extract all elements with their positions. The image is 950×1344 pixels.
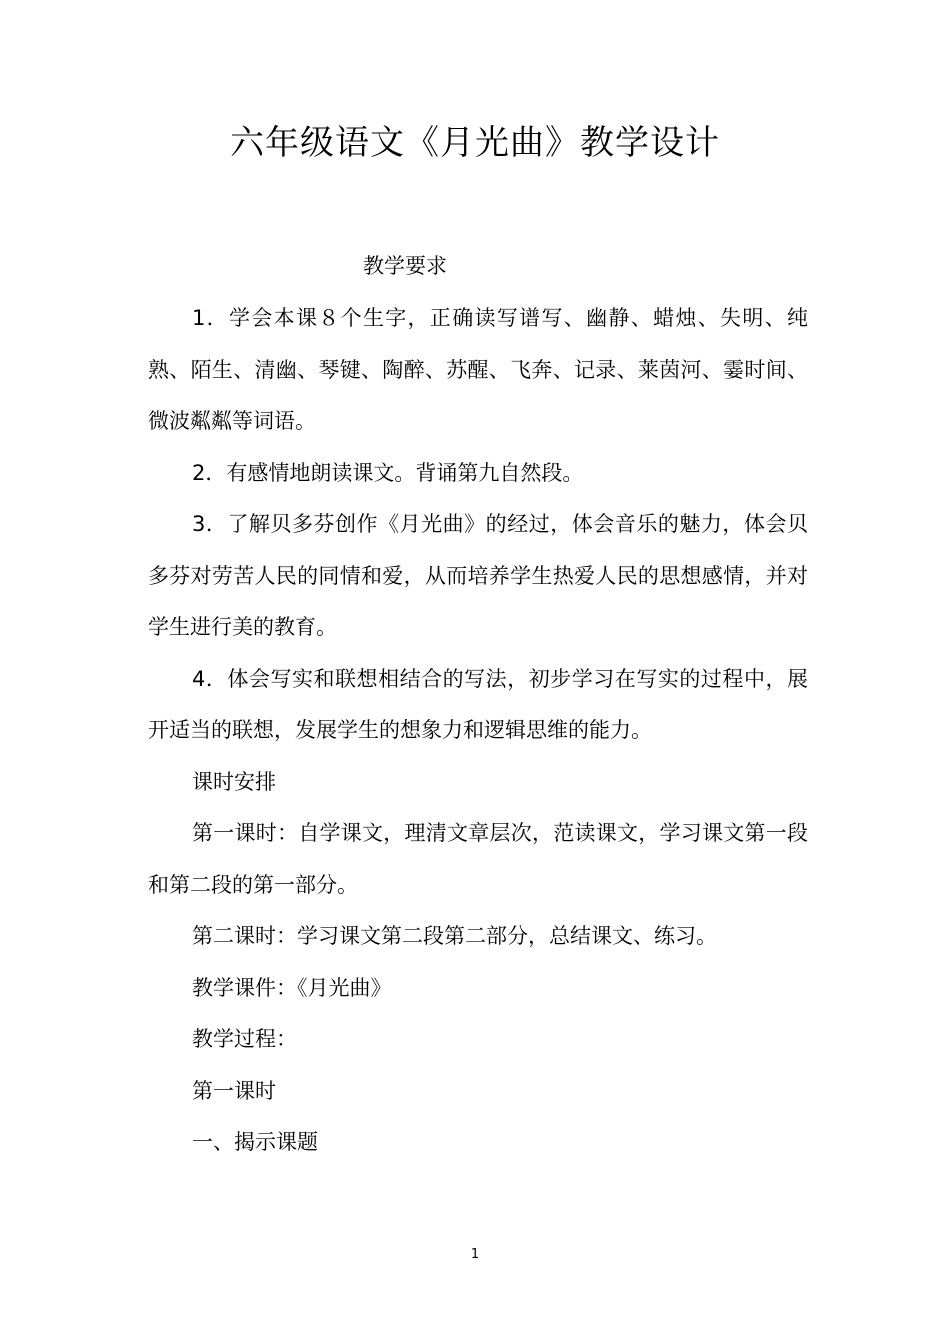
paragraph-schedule-heading: 课时安排 xyxy=(192,769,276,794)
paragraph-requirement-1: 1．学会本课８个生字，正确读写谱写、幽静、蜡烛、失明、纯熟、陌生、清幽、琴键、陶醉、苏醒、飞奔、记录、莱茵河、霎时间、微波粼粼等词语。 xyxy=(148,306,808,433)
body-text xyxy=(148,293,808,1169)
paragraph-requirement-4: 4．体会写实和联想相结合的写法，初步学习在写实的过程中，展开适当的联想，发展学生的想象力和逻辑思维的能力。 xyxy=(148,666,808,742)
paragraph-lesson-2: 第二课时：学习课文第二段第二部分，总结课文、练习。 xyxy=(192,924,717,948)
paragraph-first-lesson: 第一课时 xyxy=(192,1078,276,1103)
section-heading: 教学要求 xyxy=(363,254,447,278)
paragraph-courseware: 教学课件：《月光曲》 xyxy=(192,975,392,1000)
paragraph-process: 教学过程： xyxy=(192,1027,297,1051)
paragraph-reveal-topic: 一、揭示课题 xyxy=(192,1130,318,1154)
paragraph-lesson-1: 第一课时：自学课文，理清文章层次，范读课文，学习课文第一段和第二段的第一部分。 xyxy=(148,821,808,897)
page-number: 1 xyxy=(470,1247,480,1262)
paragraph-requirement-2: 2．有感情地朗读课文。背诵第九自然段。 xyxy=(192,460,584,485)
document-title: 六年级语文《月光曲》教学设计 xyxy=(230,123,720,163)
paragraph-requirement-3: 3．了解贝多芬创作《月光曲》的经过，体会音乐的魅力，体会贝多芬对劳苦人民的同情和爱，从而培养学生热爱人民的思想感情，并对学生进行美的教育。 xyxy=(148,512,808,639)
